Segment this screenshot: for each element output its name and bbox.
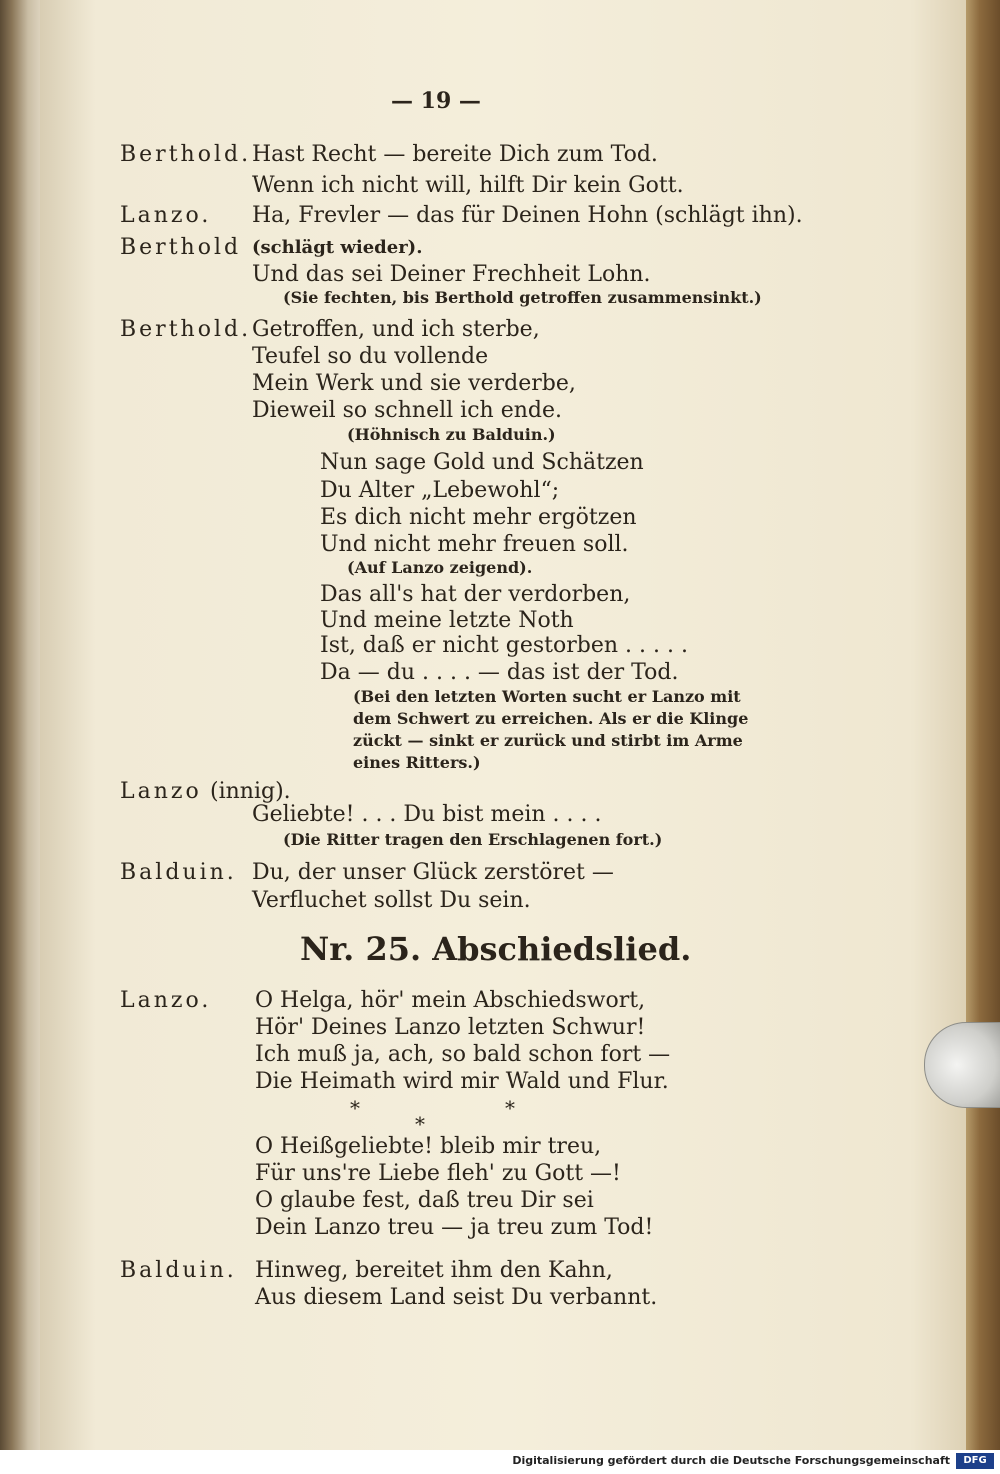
stage-direction: (innig).	[210, 779, 291, 804]
page-turn-tab[interactable]	[924, 1022, 1000, 1108]
stage-direction: (Die Ritter tragen den Erschlagenen fort.)	[283, 830, 663, 849]
text-line: Hast Recht — bereite Dich zum Tod.	[252, 142, 658, 167]
text-line: Nun sage Gold und Schätzen	[320, 450, 644, 475]
stage-direction: dem Schwert zu erreichen. Als er die Klinge	[353, 709, 749, 728]
text-line: Du, der unser Glück zerstöret —	[252, 860, 614, 885]
stage-direction: (Sie fechten, bis Berthold getroffen zusammensinkt.)	[283, 288, 762, 307]
text-line: Und das sei Deiner Frechheit Lohn.	[252, 262, 651, 287]
text-line: Geliebte! . . . Du bist mein . . . .	[252, 802, 602, 827]
text-line: O Helga, hör' mein Abschiedswort,	[255, 988, 646, 1013]
speaker-label: Lanzo.	[120, 203, 212, 228]
text-line: Wenn ich nicht will, hilft Dir kein Gott.	[252, 173, 684, 198]
text-line: Mein Werk und sie verderbe,	[252, 371, 576, 396]
book-binding	[0, 0, 40, 1450]
speaker-label: Berthold.	[120, 142, 252, 167]
speaker-label: Balduin.	[120, 860, 237, 885]
speaker-label: Berthold.	[120, 317, 252, 342]
text-line: O glaube fest, daß treu Dir sei	[255, 1188, 594, 1213]
text-line: Du Alter „Lebewohl“;	[320, 478, 560, 503]
speaker-label: Balduin.	[120, 1258, 237, 1283]
text-line: Das all's hat der verdorben,	[320, 582, 631, 607]
speaker-label: Lanzo.	[120, 988, 212, 1013]
speaker-label: Lanzo	[120, 779, 202, 804]
text-line: Hör' Deines Lanzo letzten Schwur!	[255, 1015, 646, 1040]
stage-direction: (Auf Lanzo zeigend).	[347, 558, 533, 577]
section-heading: Nr. 25. Abschiedslied.	[300, 930, 692, 968]
text-line: Aus diesem Land seist Du verbannt.	[255, 1285, 658, 1310]
text-line: Verfluchet sollst Du sein.	[252, 888, 531, 913]
text-line: Teufel so du vollende	[252, 344, 489, 369]
page-edge	[966, 0, 1000, 1450]
asterisk: *	[350, 1096, 360, 1120]
text-line: Und meine letzte Noth	[320, 608, 574, 633]
stage-direction: eines Ritters.)	[353, 753, 481, 772]
text-line: Ich muß ja, ach, so bald schon fort —	[255, 1042, 671, 1067]
asterisk: *	[505, 1096, 515, 1120]
stage-direction: (schlägt wieder).	[252, 237, 423, 258]
text-line: Für uns're Liebe fleh' zu Gott —!	[255, 1161, 621, 1186]
asterisk: *	[415, 1112, 425, 1136]
text-line: Ist, daß er nicht gestorben . . . . .	[320, 633, 688, 658]
text-line: Ha, Frevler — das für Deinen Hohn (schlägt ihn).	[252, 203, 803, 228]
text-line: Die Heimath wird mir Wald und Flur.	[255, 1069, 669, 1094]
stage-direction: zückt — sinkt er zurück und stirbt im Arme	[353, 731, 743, 750]
text-line: Und nicht mehr freuen soll.	[320, 532, 629, 557]
text-line: Hinweg, bereitet ihm den Kahn,	[255, 1258, 613, 1283]
text-line: Dieweil so schnell ich ende.	[252, 398, 562, 423]
text-line: O Heißgeliebte! bleib mir treu,	[255, 1134, 602, 1159]
footer-bar	[0, 1450, 1000, 1474]
stage-direction: (Bei den letzten Worten sucht er Lanzo mit	[353, 687, 741, 706]
speaker-label: Berthold	[120, 235, 242, 260]
text-line: Getroffen, und ich sterbe,	[252, 317, 540, 342]
dfg-logo: DFG	[956, 1453, 994, 1469]
funding-notice: Digitalisierung gefördert durch die Deutsche Forschungsgemeinschaft	[512, 1454, 950, 1467]
stage-direction: (Höhnisch zu Balduin.)	[347, 425, 556, 444]
text-line: Da — du . . . . — das ist der Tod.	[320, 660, 679, 685]
text-line: Es dich nicht mehr ergötzen	[320, 505, 637, 530]
text-line: Dein Lanzo treu — ja treu zum Tod!	[255, 1215, 654, 1240]
page-number: — 19 —	[391, 88, 481, 114]
